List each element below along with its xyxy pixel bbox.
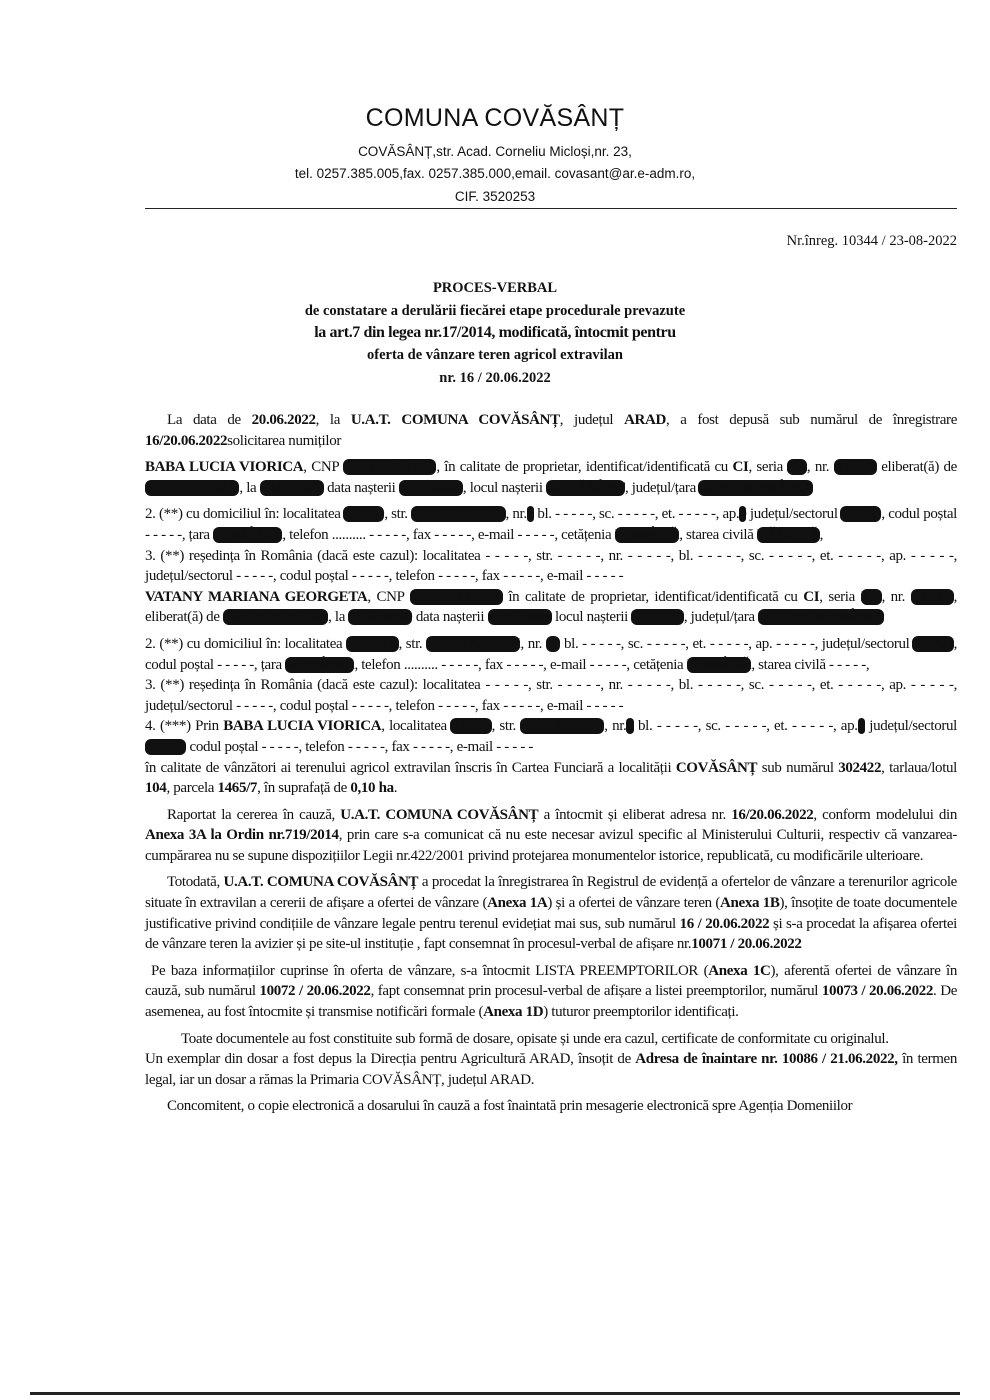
text-run: a procedat la înregistrarea în Registrul de evidență a ofertelor de vânzare a terenurilor agricole situate în extravilan a cererii de afișare a ofertei de vânzare ( <box>145 874 957 912</box>
text-run: , nr. <box>604 718 627 735</box>
text-run: 3. (**) reședința în România (dacă este cazul): localitatea - - - - -, str. - - - - -, nr. - - - - -, bl. - - - - -, sc. - - - - -, et. - - - - -, ap. - - - - -, județul/sectorul - - - - -, codul poștal - - - - -, telefon - - - - -, fax - - - - -, e-mail - - - - - <box>145 677 957 714</box>
text-run: , CNP <box>303 459 344 476</box>
text-run: , nr. <box>520 635 546 652</box>
bold-text-run: U.A.T. COMUNA COVĂSÂNȚ <box>350 412 560 428</box>
redacted-field: 00.00.0000 <box>259 479 324 496</box>
text-run: 4. (***) Prin <box>145 718 224 735</box>
text-run: , la <box>239 479 260 496</box>
text-run: , la <box>315 412 351 428</box>
text-run: , <box>819 526 823 543</box>
bold-text-run: ARAD <box>624 412 666 428</box>
redacted-field: ROMÂNIA <box>285 656 355 673</box>
registration-number: Nr.înreg. 10344 / 23-08-2022 <box>786 233 957 249</box>
redacted-field: XXXXXXXXX <box>411 506 506 523</box>
redacted-field: 000000 <box>833 459 877 476</box>
bold-text-run: 0,10 ha <box>350 780 394 797</box>
text-run: , starea civilă <box>679 526 757 543</box>
text-run: , a fost depusă sub numărul de înregistrare <box>666 412 957 428</box>
redacted-field: 000000 <box>910 588 954 605</box>
redacted-field: SPCLEP ARAD <box>145 479 240 496</box>
bold-text-run: Anexa 3A la Ordin nr.719/2014 <box>145 827 339 844</box>
redacted-field: XXXXX <box>346 635 399 652</box>
paragraph <box>145 504 957 545</box>
text-run: , eliberat(ă) de <box>145 588 958 626</box>
redacted-field: 0 <box>626 718 634 735</box>
text-run: 3. (**) reședința în România (dacă este cazul): localitatea - - - - -, str. - - - - -, nr. - - - - -, bl. - - - - -, sc. - - - - -, et. - - - - -, ap. - - - - -, județul/sectorul - - - - -, codul poștal - - - - -, telefon - - - - -, fax - - - - -, e-mail - - - - - <box>145 547 957 585</box>
header-divider <box>145 208 957 209</box>
text-run: , str. <box>384 506 412 523</box>
text-run: , conform modelului din <box>813 806 957 823</box>
offer-number: nr. 16 / 20.06.2022 <box>439 370 551 386</box>
text-run: județul/sectorul <box>864 718 957 735</box>
bold-text-run: 10071 / 20.06.2022 <box>691 936 802 953</box>
text-run: , starea civilă - - - - -, <box>751 656 870 673</box>
text-run: , nr. <box>505 506 527 523</box>
text-run: , seria <box>819 588 861 605</box>
text-run: , județul <box>559 412 625 428</box>
text-run: , CNP <box>367 588 410 605</box>
redacted-field: 0 <box>526 506 534 523</box>
bold-text-run: Anexa 1B <box>720 895 780 912</box>
issuer-address: COVĂSÂNȚ,str. Acad. Corneliu Miclоși,nr. 23, <box>358 144 632 159</box>
bold-text-run: BABA LUCIA VIORICA <box>145 459 304 476</box>
document-subtitle-line: de constatare a derulării fiecărei etape procedurale prevazute <box>304 303 686 319</box>
redacted-field: ARAD/ROMÂNIA <box>698 479 813 496</box>
text-run: și s-a procedat la afișarea ofertei de vânzare teren la avizier și pe site-ul instituție , fapt consemnat în procesul-verbal de afișare nr. <box>145 915 957 953</box>
text-run: județul/sectorul <box>746 506 841 523</box>
redacted-field: 00.00.0000 <box>348 609 413 626</box>
redacted-field: ARAD <box>343 506 385 523</box>
redacted-field: ARAD <box>840 506 882 523</box>
redacted-field: XXXXXXXXX <box>426 635 521 652</box>
text-run: , în suprafață de <box>257 780 351 797</box>
text-run: , localitatea <box>381 718 451 735</box>
text-run: , tarlaua/lotul <box>881 759 957 776</box>
redacted-field: ROMÂNIA <box>213 526 283 543</box>
paragraph <box>145 716 957 757</box>
text-run: Un exemplar din dosar a fost depus la Direcția pentru Agricultură ARAD, însoțit de <box>145 1051 636 1068</box>
bold-text-run: VATANY MARIANA GEORGETA <box>145 588 368 605</box>
redacted-field: 00 <box>545 635 561 652</box>
text-run: , nr. <box>881 588 911 605</box>
text-run: , codul poștal - - - - -, țara <box>145 506 957 543</box>
document-subtitle-line: oferta de vânzare teren agricol extravilan <box>367 347 623 363</box>
issuer-title: COMUNA COVĂSÂNȚ <box>365 104 625 132</box>
redacted-field: ROMÂNĂ <box>686 656 752 673</box>
bold-text-run: U.A.T. COMUNA COVĂSÂNȚ <box>340 806 539 823</box>
text-run: , str. <box>491 718 521 735</box>
text-run: în termen legal, iar un dosar a rămas la Primaria COVĂSÂNȚ, județul ARAD. <box>145 1051 957 1088</box>
redacted-field: ARAD <box>450 718 492 735</box>
text-run: , la <box>328 609 349 626</box>
text-run: , județul/țara <box>683 609 759 626</box>
bold-text-run: Anexa 1A <box>487 895 548 912</box>
footer-divider <box>30 1392 960 1395</box>
redacted-field: XXXXX <box>631 609 684 626</box>
paragraph <box>145 410 957 451</box>
bold-text-run: BABA LUCIA VIORICA <box>223 718 382 735</box>
text-run: Raportat la cererea în cauză, <box>167 806 341 823</box>
text-run: ), aferentă ofertei de vânzare în cauză, sub numărul <box>145 962 957 1000</box>
text-run: , în calitate de proprietar, identificat/identificată cu <box>436 459 733 476</box>
bold-text-run: CI <box>803 588 820 605</box>
paragraph <box>145 457 957 498</box>
text-run: data nașterii <box>412 609 488 626</box>
text-run: bl. - - - - -, sc. - - - - -, et. - - - - -, ap. - - - - -, județul/sectorul <box>560 635 913 652</box>
redacted-field: XX <box>860 588 882 605</box>
redacted-field: 0 <box>739 506 747 523</box>
redacted-field: COVĂSÂNȚ <box>546 479 625 496</box>
text-run: Totodată, <box>167 874 224 891</box>
bold-text-run: U.A.T. COMUNA COVĂSÂNȚ <box>223 874 419 891</box>
text-run: 2. (**) cu domiciliul în: localitatea <box>145 635 347 652</box>
paragraph <box>145 1096 957 1117</box>
text-run: . <box>393 780 398 797</box>
text-run: în calitate de proprietar, identificat/identificată cu <box>502 588 804 605</box>
text-run: ) și a ofertei de vânzare teren ( <box>547 895 721 912</box>
text-run: bl. - - - - -, sc. - - - - -, et. - - - - -, ap. <box>533 506 740 523</box>
text-run: , județul/țara <box>624 479 699 496</box>
bold-text-run: 10072 / 20.06.2022 <box>259 983 371 1000</box>
bold-text-run: 10073 / 20.06.2022 <box>821 983 934 1000</box>
bold-text-run: 104 <box>145 780 167 797</box>
redacted-field: 00.00.0000 <box>487 609 552 626</box>
redacted-field: XXXXXXXX <box>520 718 605 735</box>
text-run: locul nașterii <box>551 609 632 626</box>
text-run: , parcela <box>166 780 218 797</box>
bold-text-run: CI <box>732 459 749 476</box>
redacted-field: ARAD <box>912 635 954 652</box>
redacted-field: 0 <box>857 718 865 735</box>
text-run: La data de <box>167 412 252 428</box>
paragraph <box>145 1049 957 1090</box>
text-run: în calitate de vânzători ai terenului agricol extravilan înscris în Cartea Funciară a localității <box>145 759 676 776</box>
paragraph <box>145 805 957 867</box>
redacted-field: 2000000000000 <box>343 459 437 476</box>
text-run: , prin care s-a comunicat că nu este necesar avizul specific al Ministerului Culturii, respectiv că vanzarea-cumpărarea nu se supune dispozițiilor Legii nr.422/2001 privind protejarea monumentelor istorice, republicată, cu modificările ulterioare. <box>145 827 958 864</box>
text-run: Toate documentele au fost constituite sub formă de dosare, opisate și unde era cazul, certificate de conformitate cu originalul. <box>181 1030 889 1047</box>
redacted-field: 2000000000000 <box>409 588 503 605</box>
text-run: 2. (**) cu domiciliul în: localitatea <box>145 506 344 523</box>
issuer-cif: CIF. 3520253 <box>454 189 536 204</box>
text-run: , str. <box>398 635 427 652</box>
bold-text-run: Anexa 1C <box>708 962 771 979</box>
paragraph <box>145 675 957 716</box>
bold-text-run: 16/20.06.2022 <box>731 806 814 823</box>
bold-text-run: Adresa de înaintare nr. 10086 / 21.06.2022, <box>635 1051 898 1068</box>
redacted-field: ARAD <box>145 738 187 755</box>
document-subtitle-line: la art.7 din legea nr.17/2014, modificată, întocmit pentru <box>314 324 676 341</box>
text-run: data nașterii <box>323 479 399 496</box>
text-run: ), însoțite de toate documentele justificative privind condițiile de vânzare legale pentru terenul evidețiat mai sus, sub numărul <box>145 895 957 932</box>
redacted-field: AR <box>786 459 807 476</box>
document-title: PROCES-VERBAL <box>432 280 558 296</box>
text-run: Concomitent, o copie electronică a dosarului în cauză a fost înaintată prin mesagerie electronică spre Agenția Domeniilor <box>167 1098 853 1115</box>
issuer-contact: tel. 0257.385.005,fax. 0257.385.000,email. covasant@ar.e-adm.ro, <box>294 166 696 181</box>
bold-text-run: 302422 <box>838 759 882 776</box>
text-run: Pe baza informațiilor cuprinse în oferta de vânzare, s-a întocmit LISTA PREEMPTORILOR ( <box>151 962 709 979</box>
bold-text-run: 16/20.06.2022 <box>145 432 228 449</box>
text-run: bl. - - - - -, sc. - - - - -, et. - - - - -, ap. <box>633 718 858 735</box>
paragraph <box>145 546 957 587</box>
paragraph <box>145 961 957 1023</box>
paragraph <box>145 758 957 799</box>
text-run: , codul poștal - - - - -, țara <box>145 635 957 673</box>
text-run: , fapt consemnat prin procesul-verbal de afișare a listei preemptorilor, numărul <box>370 983 822 1000</box>
document-body <box>145 410 957 1117</box>
text-run: , telefon .......... - - - - -, fax - - - - -, e-mail - - - - -, cetățenia <box>282 526 615 543</box>
redacted-field: SPCLEP LIPOVA <box>223 609 329 626</box>
redacted-field: 00.00.0000 <box>398 479 463 496</box>
paragraph <box>145 634 957 675</box>
paragraph <box>145 1029 957 1050</box>
text-run: sub numărul <box>757 759 839 776</box>
paragraph <box>145 872 957 954</box>
paragraph <box>145 587 957 628</box>
text-run: eliberat(ă) de <box>876 459 957 476</box>
redacted-field: XXXXX/ROMÂNIA <box>758 609 884 626</box>
redacted-field: ROMÂNĂ <box>614 526 680 543</box>
text-run: , telefon .......... - - - - -, fax - - - - -, e-mail - - - - -, cetățenia <box>354 656 687 673</box>
bold-text-run: Anexa 1D <box>483 1004 544 1021</box>
text-run: , locul nașterii <box>462 479 547 496</box>
bold-text-run: 1465/7 <box>217 780 258 797</box>
text-run: a întocmit și eliberat adresa nr. <box>538 806 732 823</box>
bold-text-run: COVĂSÂNȚ <box>675 759 758 776</box>
text-run: . De asemenea, au fost întocmite și transmise notificări formale ( <box>145 983 958 1021</box>
text-run: codul poștal - - - - -, telefon - - - - -, fax - - - - -, e-mail - - - - - <box>186 738 534 755</box>
text-run: solicitarea numiților <box>227 432 341 449</box>
bold-text-run: 16 / 20.06.2022 <box>679 915 770 932</box>
text-run: , nr. <box>806 459 834 476</box>
text-run: , seria <box>748 459 787 476</box>
bold-text-run: 20.06.2022 <box>251 412 316 428</box>
text-run: ) tuturor preemptorilor identificați. <box>543 1004 739 1021</box>
redacted-field: VĂDUVĂ <box>756 526 820 543</box>
